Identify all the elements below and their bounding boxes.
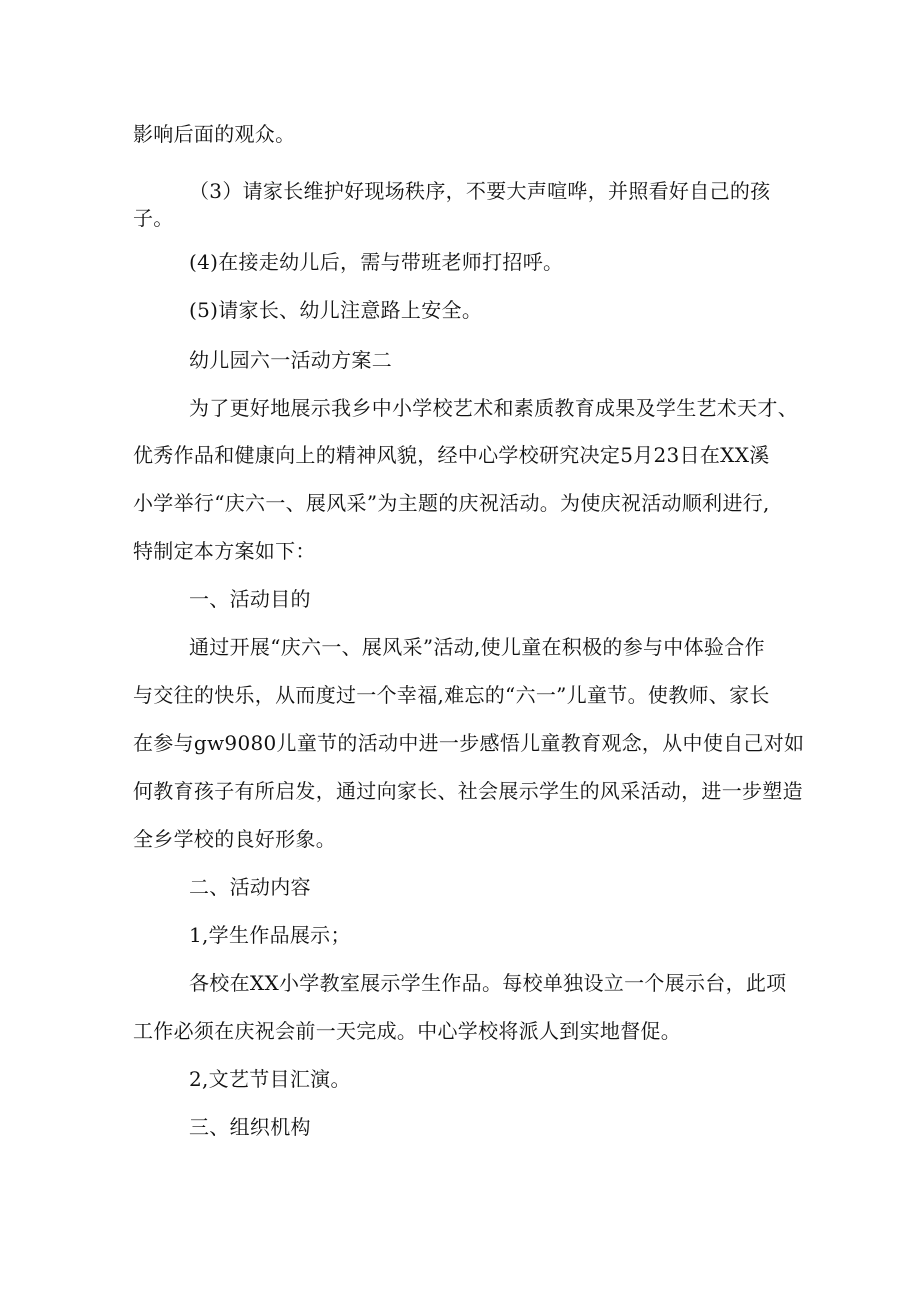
- text-line: 与交往的快乐，从而度过一个幸福,难忘的“六一”儿童节。使教师、家长: [133, 683, 770, 707]
- section-title: 幼儿园六一活动方案二: [189, 348, 392, 372]
- section-heading: 二、活动内容: [189, 875, 311, 899]
- text-line: 何教育孩子有所启发，通过向家长、社会展示学生的风采活动，进一步塑造: [133, 779, 803, 803]
- text-line: (5)请家长、幼儿注意路上安全。: [189, 298, 483, 322]
- text-line: （3）请家长维护好现场秩序，不要大声喧哗，并照看好自己的孩: [189, 179, 771, 203]
- text-line: 工作必须在庆祝会前一天完成。中心学校将派人到实地督促。: [133, 1019, 682, 1043]
- text-line: (4)在接走幼儿后，需与带班老师打招呼。: [189, 250, 564, 274]
- text-line: 在参与gw9080儿童节的活动中进一步感悟儿童教育观念，从中使自己对如: [133, 731, 805, 755]
- list-item: 1,学生作品展示；: [189, 923, 351, 947]
- text-line: 全乡学校的良好形象。: [133, 827, 336, 851]
- text-line: 优秀作品和健康向上的精神风貌，经中心学校研究决定5月23日在XX溪: [133, 443, 770, 467]
- text-line: 为了更好地展示我乡中小学校艺术和素质教育成果及学生艺术天才、: [189, 396, 798, 420]
- section-heading: 三、组织机构: [189, 1115, 311, 1139]
- text-line: 各校在XX小学教室展示学生作品。每校单独设立一个展示台，此项: [189, 971, 787, 995]
- text-line: 子。: [133, 206, 174, 230]
- text-line: 小学举行“庆六一、展风采”为主题的庆祝活动。为使庆祝活动顺利进行,: [133, 491, 770, 515]
- list-item: 2,文艺节目汇演。: [189, 1067, 351, 1091]
- text-line: 特制定本方案如下：: [133, 539, 316, 563]
- section-heading: 一、活动目的: [189, 587, 311, 611]
- text-line: 影响后面的观众。: [133, 122, 296, 146]
- text-line: 通过开展“庆六一、展风采”活动,使儿童在积极的参与中体验合作: [189, 635, 765, 659]
